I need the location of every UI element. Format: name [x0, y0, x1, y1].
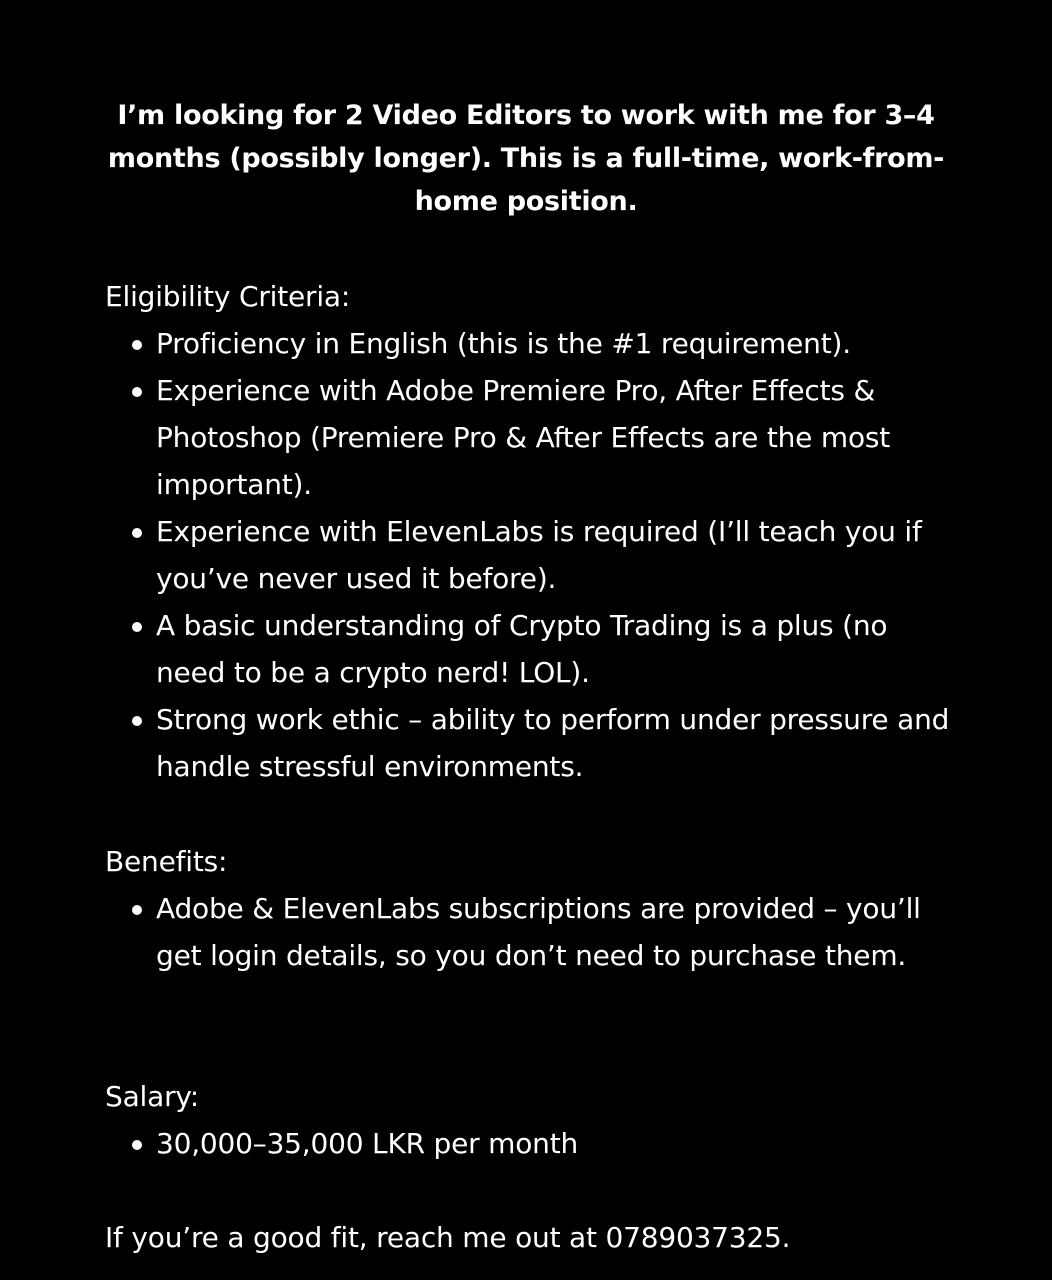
contact-line: If you’re a good fit, reach me out at 0789037325.: [105, 1221, 791, 1254]
list-item-text: Proficiency in English (this is the #1 requirement).: [156, 327, 851, 360]
bullet-icon: [132, 387, 142, 397]
salary-heading: Salary:: [105, 1080, 199, 1113]
list-item: [130, 602, 960, 696]
bullet-icon: [132, 716, 142, 726]
salary-list: [130, 1120, 960, 1167]
list-item-text: Experience with ElevenLabs is required (I’ll teach you if you’ve never used it before).: [156, 515, 922, 595]
list-item: [130, 885, 960, 979]
list-item: [130, 508, 960, 602]
bullet-icon: [132, 905, 142, 915]
eligibility-heading: Eligibility Criteria:: [105, 280, 351, 313]
list-item-text: Adobe & ElevenLabs subscriptions are provided – you’ll get login details, so you don’t need to purchase them.: [156, 892, 921, 972]
benefits-heading: Benefits:: [105, 845, 228, 878]
list-item: [130, 696, 960, 790]
list-item: [130, 367, 960, 508]
list-item-text: Experience with Adobe Premiere Pro, After Effects & Photoshop (Premiere Pro & After Effects are the most important).: [156, 374, 891, 501]
list-item-text: Strong work ethic – ability to perform under pressure and handle stressful environments.: [156, 703, 950, 783]
list-item: [130, 1120, 960, 1167]
list-item-text: 30,000–35,000 LKR per month: [156, 1127, 579, 1160]
bullet-icon: [132, 528, 142, 538]
headline: I’m looking for 2 Video Editors to work with me for 3–4 months (possibly longer). This is a full-time, work-from-home position.: [107, 100, 945, 217]
bullet-icon: [132, 622, 142, 632]
benefits-list: [130, 885, 960, 979]
list-item: [130, 320, 960, 367]
bullet-icon: [132, 340, 142, 350]
list-item-text: A basic understanding of Crypto Trading is a plus (no need to be a crypto nerd! LOL).: [156, 609, 888, 689]
bullet-icon: [132, 1140, 142, 1150]
eligibility-list: [130, 320, 960, 790]
